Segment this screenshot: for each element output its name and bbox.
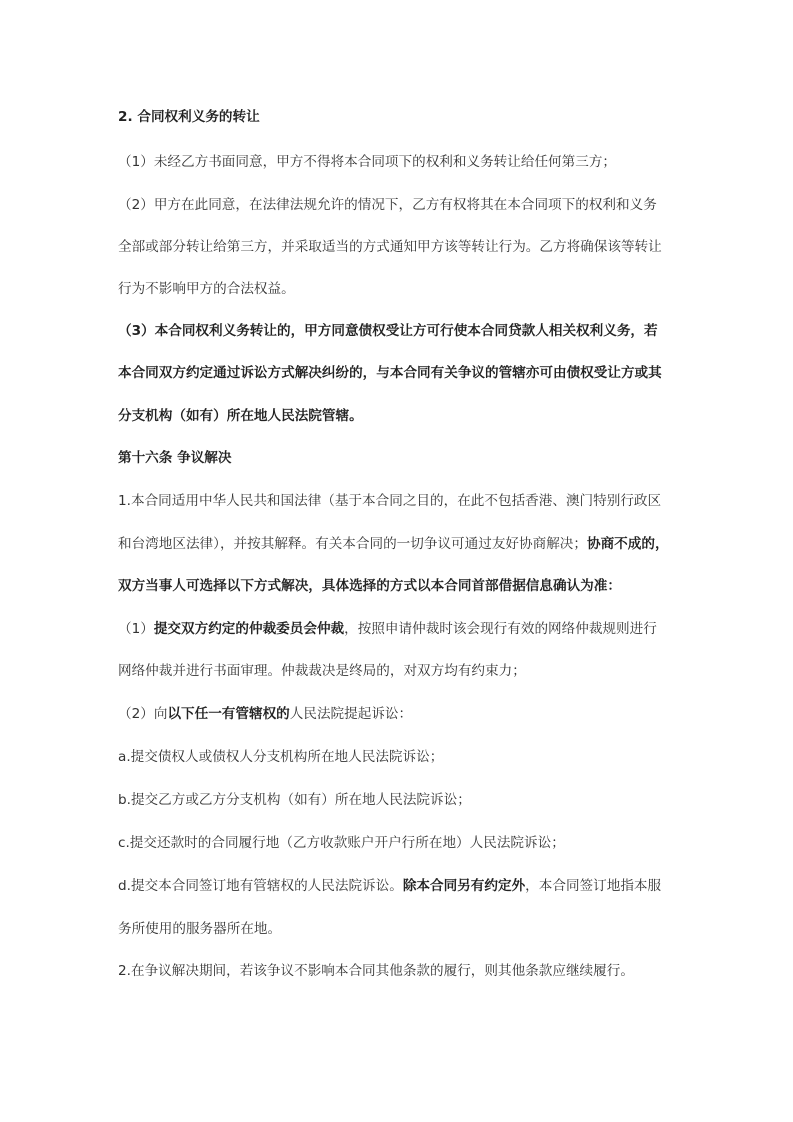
text-line bbox=[118, 107, 260, 127]
text-line bbox=[118, 790, 471, 810]
text-segment: d.提交本合同签订地有管辖权的人民法院诉讼。 bbox=[118, 878, 403, 894]
text-line bbox=[118, 237, 662, 257]
bold-text-segment: 以下任一有管辖权的 bbox=[167, 706, 290, 722]
text-segment: （2）向 bbox=[118, 706, 168, 722]
bold-text-segment: 双方当事人可选择以下方式解决，具体选择的方式以本合同首部借据信息确认为准： bbox=[118, 578, 621, 594]
text-line bbox=[118, 704, 412, 724]
text-segment: 人民法院提起诉讼： bbox=[289, 706, 413, 722]
text-line bbox=[118, 576, 621, 596]
text-segment: a.提交债权人或债权人分支机构所在地人民法院诉讼； bbox=[118, 749, 444, 765]
text-segment: （1）未经乙方书面同意，甲方不得将本合同项下的权利和义务转让给任何第三方； bbox=[118, 154, 617, 170]
bold-text-segment: （3）本合同权利义务转让的，甲方同意债权受让方可行使本合同贷款人相关权利义务，若 bbox=[118, 323, 658, 339]
text-segment: 行为不影响甲方的合法权益。 bbox=[118, 281, 295, 297]
text-segment: （2）甲方在此同意，在法律法规允许的情况下，乙方有权将其在本合同项下的权利和义务 bbox=[118, 197, 657, 213]
text-segment: b.提交乙方或乙方分支机构（如有）所在地人民法院诉讼； bbox=[118, 792, 471, 808]
text-line bbox=[118, 152, 616, 172]
text-segment: 2.在争议解决期间，若该争议不影响本合同其他条款的履行，则其他条款应继续履行。 bbox=[118, 963, 634, 979]
text-line bbox=[118, 619, 657, 639]
text-line bbox=[118, 747, 443, 767]
bold-text-segment: 本合同双方约定通过诉讼方式解决纠纷的，与本合同有关争议的管辖亦可由债权受让方或其 bbox=[118, 365, 662, 381]
text-line bbox=[118, 279, 295, 299]
bold-text-segment: 2. 合同权利义务的转让 bbox=[118, 109, 260, 125]
text-line bbox=[118, 406, 363, 426]
text-segment: ，本合同签订地指本服 bbox=[525, 878, 662, 894]
text-segment: 务所使用的服务器所在地。 bbox=[118, 921, 282, 937]
text-segment: （1） bbox=[118, 621, 154, 637]
bold-text-segment: 提交双方约定的仲裁委员会仲裁 bbox=[153, 621, 345, 637]
text-line bbox=[118, 491, 661, 511]
text-line bbox=[118, 195, 657, 215]
bold-text-segment: 除本合同另有约定外 bbox=[402, 878, 526, 894]
text-segment: c.提交还款时的合同履行地（乙方收款账户开户行所在地）人民法院诉讼； bbox=[118, 835, 565, 851]
text-line bbox=[118, 363, 662, 383]
text-line bbox=[118, 661, 526, 681]
bold-text-segment: 协商不成的， bbox=[586, 536, 669, 552]
text-line bbox=[118, 961, 634, 981]
text-segment: 全部或部分转让给第三方，并采取适当的方式通知甲方该等转让行为。乙方将确保该等转让 bbox=[118, 239, 662, 255]
text-segment: ，按照申请仲裁时该会现行有效的网络仲裁规则进行 bbox=[344, 621, 657, 637]
text-segment: 和台湾地区法律），并按其解释。有关本合同的一切争议可通过友好协商解决； bbox=[118, 536, 587, 552]
text-line bbox=[118, 534, 669, 554]
text-line bbox=[118, 919, 281, 939]
text-line bbox=[118, 833, 565, 853]
bold-text-segment: 分支机构（如有）所在地人民法院管辖。 bbox=[118, 408, 363, 424]
text-segment: 网络仲裁并进行书面审理。仲裁裁决是终局的，对双方均有约束力； bbox=[118, 663, 526, 679]
text-line bbox=[118, 321, 658, 341]
text-segment: 1.本合同适用中华人民共和国法律（基于本合同之目的，在此不包括香港、澳门特别行政区 bbox=[118, 493, 662, 509]
text-line bbox=[118, 876, 661, 896]
bold-text-segment: 第十六条 争议解决 bbox=[118, 450, 232, 466]
text-line bbox=[118, 448, 231, 468]
